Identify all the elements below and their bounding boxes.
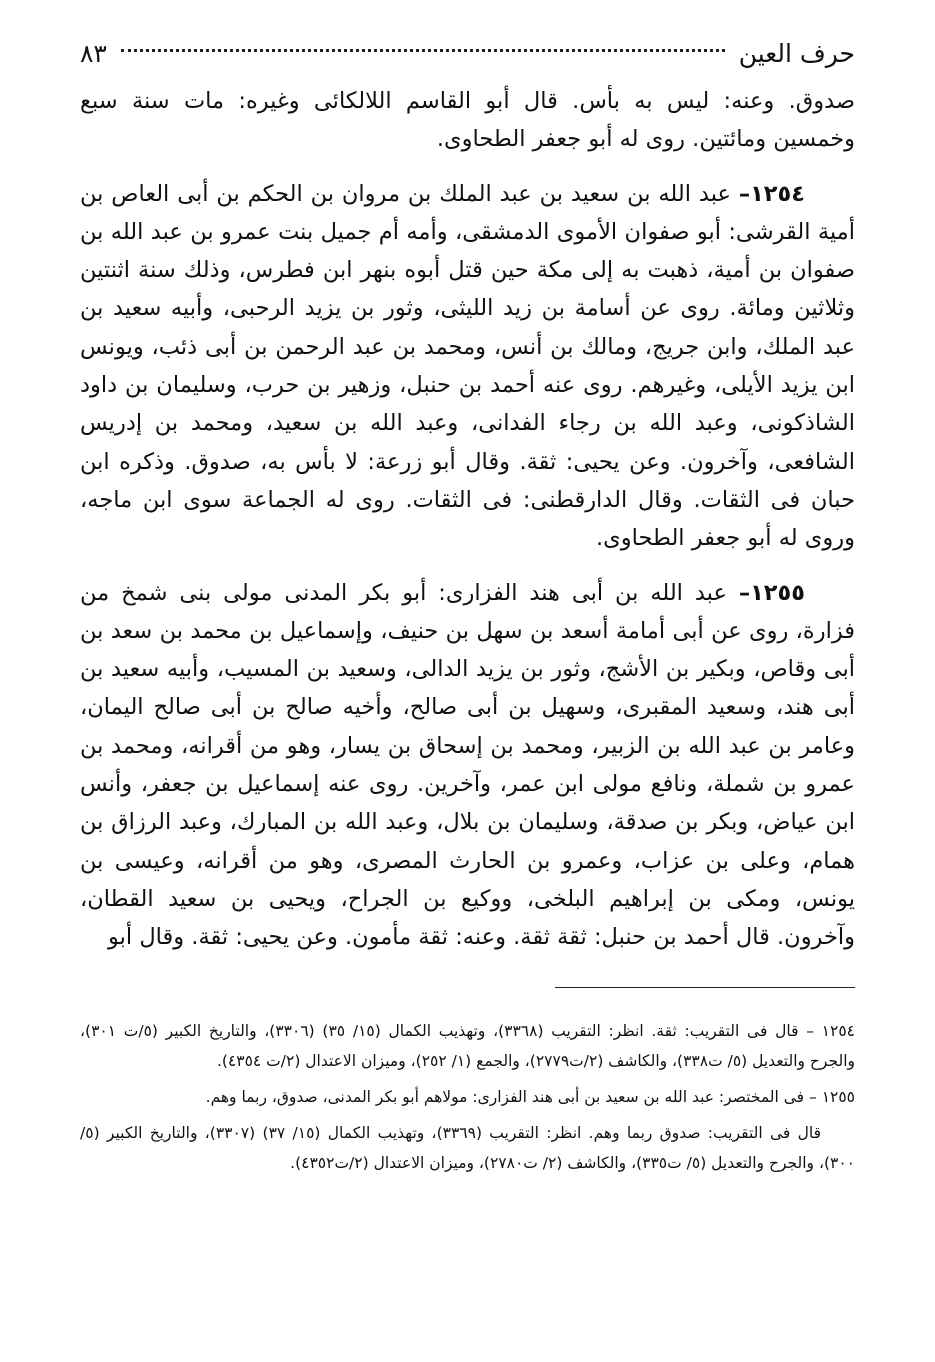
chapter-title: حرف العين [738,39,855,68]
running-header [80,30,855,78]
entry-1255 [80,574,855,957]
entry-text: عبد الله بن سعيد بن عبد الملك بن مروان بن الحكم بن أبى العاص بن أمية القرشى: أبو صفوان الأموى الدمشقى، وأمه أم جميل بنت عمرو بن عبد الله بن صفوان بن أمية، ذهبت به إلى مكة حين قتل أبوه بنهر ابن فطرس، وذلك سنة اثنتين وثلاثين ومائة. روى عن أسامة بن زيد الليثى، وثور بن يزيد الرحبى، وأبيه سعيد بن عبد الملك، وابن جريج، ومالك بن أنس، ومحمد بن عبد الرحمن بن أبى ذئب، ويونس ابن يزيد الأيلى، وغيرهم. روى عنه أحمد بن حنبل، وزهير بن حرب، وسليمان بن داود الشاذكونى، وعبد الله بن رجاء الفدانى، وعبد الله بن سعيد، ومحمد بن إدريس الشافعى، وآخرون. وعن يحيى: ثقة. وقال أبو زرعة: لا بأس به، صدوق. وذكره ابن حبان فى الثقات. وقال الدارقطنى: فى الثقات. روى له الجماعة سوى ابن ماجه، وروى له أبو جعفر الطحاوى. [80,180,855,552]
entry-number: ١٢٥٤– [738,180,805,207]
entry-text: عبد الله بن أبى هند الفزارى: أبو بكر المدنى مولى بنى شمخ من فزارة، روى عن أبى أمامة أسعد بن سهل بن حنيف، وإسماعيل بن محمد بن سعد بن أبى وقاص، وبكير بن الأشج، وثور بن يزيد الدالى، وسعيد بن المسيب، وأبيه سعيد بن أبى هند، وسعيد المقبرى، وسهيل بن أبى صالح، وأخيه صالح بن أبى صالح اليمان، وعامر بن عبد الله بن الزبير، ومحمد بن إسحاق بن يسار، وهو من أقرانه، ومحمد بن عمرو بن شملة، ونافع مولى ابن عمر، وآخرين. روى عنه إسماعيل بن جعفر، وأنس ابن عياض، وبكر بن صدقة، وسليمان بن بلال، وعبد الله بن المبارك، وعبد الرزاق بن همام، وعلى بن عزاب، وعمرو بن الحارث المصرى، وهو من أقرانه، وعيسى بن يونس، ومكى بن إبراهيم البلخى، ووكيع بن الجراح، ويحيى بن سعيد القطان، وآخرون. قال أحمد بن حنبل: ثقة ثقة. وعنه: ثقة مأمون. وعن يحيى: ثقة. وقال أبو [80,579,855,951]
continuation-paragraph: صدوق. وعنه: ليس به بأس. قال أبو القاسم اللالكائى وغيره: مات سنة سبع وخمسين ومائتين. روى له أبو جعفر الطحاوى. [80,88,855,153]
page-number: ٨٣ [80,39,107,68]
entry-number: ١٢٥٥– [738,579,805,606]
book-page [80,30,855,1178]
footnote-1254: ١٢٥٤ – قال فى التقريب: ثقة. انظر: التقريب (٣٣٦٨)، وتهذيب الكمال (١٥/ ٣٥) (٣٣٠٦)، والتاريخ الكبير (٥/ت ٣٠١)، والجرح والتعديل (٥/ ت٣٣٨)، والكاشف (٢/ت٢٧٧٩)، والجمع (١/ ٢٥٢)، وميزان الاعتدال (٢/ت ٤٣٥٤). [80,1021,855,1070]
entry-1254 [80,175,855,558]
footnote-1255-summary: ١٢٥٥ – فى المختصر: عبد الله بن سعيد بن أبى هند الفزارى: مولاهم أبو بكر المدنى، صدوق، ربما وهم. [205,1087,855,1106]
footnote-divider [555,987,855,988]
footnotes [80,1016,855,1178]
footnote-1255-references: قال فى التقريب: صدوق ربما وهم. انظر: التقريب (٣٣٦٩)، وتهذيب الكمال (١٥/ ٣٧) (٣٣٠٧)، والتاريخ الكبير (٥/ ٣٠٠)، والجرح والتعديل (٥/ ت٣٣٥)، والكاشف (٢/ ت٢٧٨٠)، وميزان الاعتدال (٢/ت٤٣٥٢). [80,1123,855,1172]
header-dot-leader [121,49,725,52]
